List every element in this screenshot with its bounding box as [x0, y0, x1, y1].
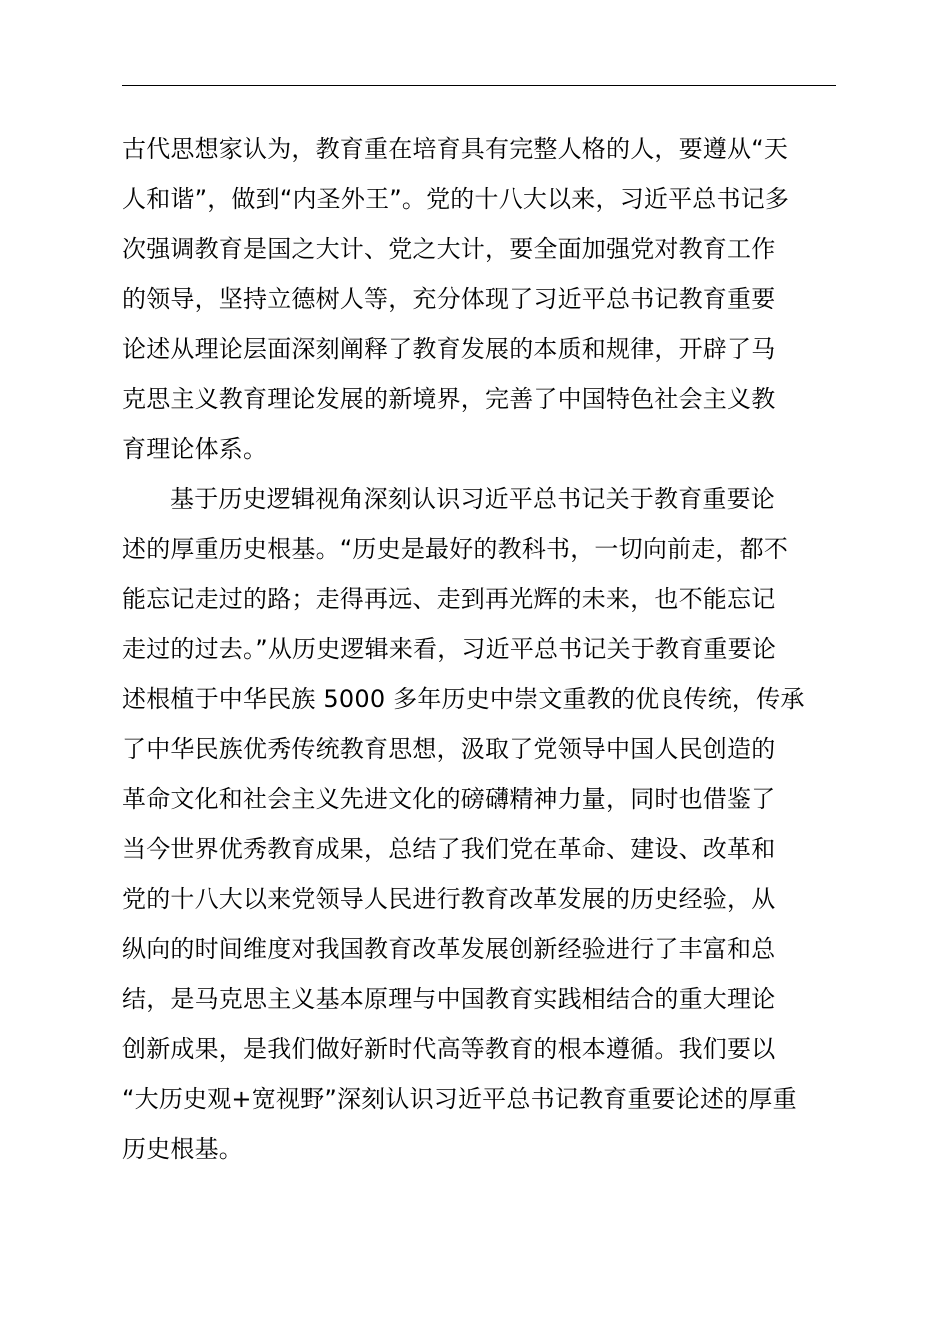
text-line: 克思主义教育理论发展的新境界，完善了中国特色社会主义教 — [122, 385, 776, 413]
text-line: 述根植于中华民族 5000 多年历史中崇文重教的优良传统，传承 — [122, 685, 805, 713]
text-line: 纵向的时间维度对我国教育改革发展创新经验进行了丰富和总 — [122, 935, 776, 963]
text-line: 当今世界优秀教育成果，总结了我们党在革命、建设、改革和 — [122, 835, 776, 863]
text-line: 能忘记走过的路；走得再远、走到再光辉的未来，也不能忘记 — [122, 585, 776, 613]
text-line: 结，是马克思主义基本原理与中国教育实践相结合的重大理论 — [122, 985, 776, 1013]
text-line: 创新成果，是我们做好新时代高等教育的根本遵循。我们要以 — [122, 1035, 776, 1063]
text-line: 历史根基。 — [122, 1135, 243, 1163]
text-line: 述的厚重历史根基。“历史是最好的教科书，一切向前走，都不 — [122, 535, 789, 563]
paragraph — [122, 474, 836, 1174]
text-line: 基于历史逻辑视角深刻认识习近平总书记关于教育重要论 — [170, 485, 775, 513]
text-line: 人和谐”，做到“内圣外王”。党的十八大以来，习近平总书记多 — [122, 185, 790, 213]
text-line: 次强调教育是国之大计、党之大计，要全面加强党对教育工作 — [122, 235, 776, 263]
text-line: 的领导，坚持立德树人等，充分体现了习近平总书记教育重要 — [122, 285, 776, 313]
header-rule — [122, 85, 836, 86]
document-body — [122, 124, 836, 1174]
text-line: 党的十八大以来党领导人民进行教育改革发展的历史经验，从 — [122, 885, 776, 913]
text-line: 了中华民族优秀传统教育思想，汲取了党领导中国人民创造的 — [122, 735, 776, 763]
paragraph — [122, 124, 836, 474]
text-line: 论述从理论层面深刻阐释了教育发展的本质和规律，开辟了马 — [122, 335, 776, 363]
text-line: 革命文化和社会主义先进文化的磅礴精神力量，同时也借鉴了 — [122, 785, 776, 813]
text-line: 古代思想家认为，教育重在培育具有完整人格的人，要遵从“天 — [122, 135, 789, 163]
text-line: 走过的过去。”从历史逻辑来看，习近平总书记关于教育重要论 — [122, 635, 777, 663]
text-line: “大历史观+宽视野”深刻认识习近平总书记教育重要论述的厚重 — [122, 1085, 797, 1113]
text-line: 育理论体系。 — [122, 435, 268, 463]
